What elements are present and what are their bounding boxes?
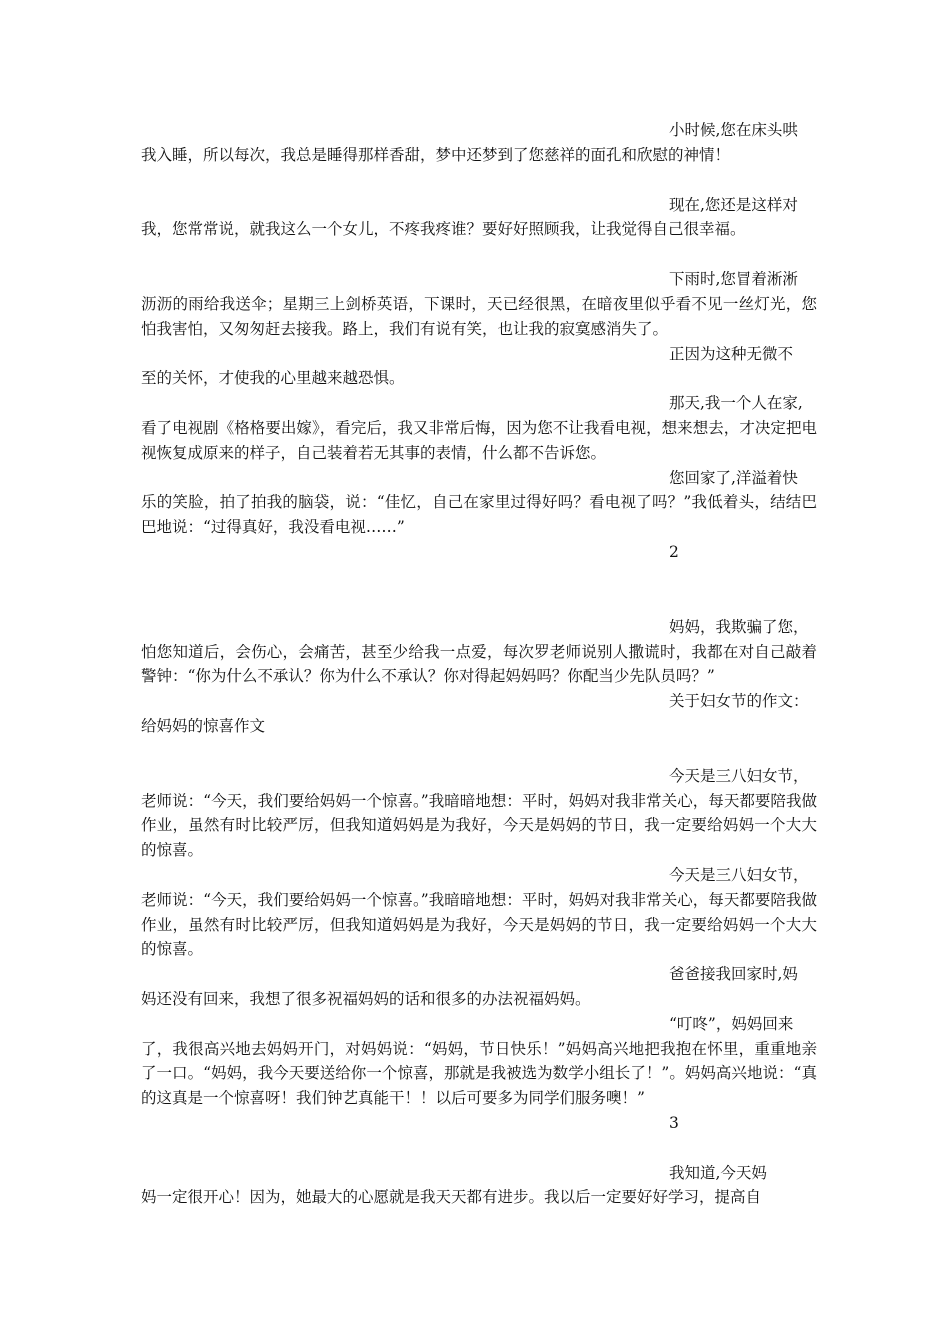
document-body <box>141 118 817 1210</box>
paragraph-text: 我入睡，所以每次，我总是睡得那样香甜，梦中还梦到了您慈祥的面孔和欣慰的神情！ <box>141 145 731 164</box>
paragraph-text: 妈一定很开心！因为，她最大的心愿就是我天天都有进步。我以后一定要好好学习，提高自 <box>141 1188 762 1207</box>
paragraph-2 <box>141 193 817 243</box>
paragraph-lead: 那天,我一个人在家, <box>669 394 803 413</box>
paragraph-5 <box>141 391 817 465</box>
paragraph-text: 乐的笑脸，拍了拍我的脑袋，说：“佳忆，自己在家里过得好吗？看电视了吗？”我低着头，结结巴巴地说：“过得真好，我没看电视……” <box>141 493 817 537</box>
paragraph-lead: 您回家了,洋溢着快 <box>669 468 798 487</box>
paragraph-3 <box>141 267 817 341</box>
paragraph-lead: 关于妇女节的作文： <box>669 692 809 711</box>
paragraph-8 <box>141 689 817 739</box>
paragraph-text: 给妈妈的惊喜作文 <box>141 716 266 735</box>
paragraph-11 <box>141 962 817 1012</box>
paragraph-text: 老师说：“今天，我们要给妈妈一个惊喜。”我暗暗地想：平时，妈妈对我非常关心，每天都要陪我做作业，虽然有时比较严厉，但我知道妈妈是为我好，今天是妈妈的节日，我一定要给妈妈一个大大的惊喜。 <box>141 791 817 860</box>
paragraph-13 <box>141 1161 817 1211</box>
paragraph-lead: 正因为这种无微不 <box>669 344 794 363</box>
page-number: 2 <box>669 542 679 561</box>
paragraph-lead: 今天是三八妇女节， <box>669 865 809 884</box>
paragraph-1 <box>141 118 817 168</box>
page-number: 3 <box>669 1113 679 1132</box>
paragraph-lead: 今天是三八妇女节， <box>669 766 809 785</box>
paragraph-text: 我，您常常说，就我这么一个女儿，不疼我疼谁？要好好照顾我，让我觉得自己很幸福。 <box>141 220 746 239</box>
paragraph-text: 怕您知道后，会伤心，会痛苦，甚至少给我一点爱，每次罗老师说别人撒谎时，我都在对自己敲着警钟：“你为什么不承认？你为什么不承认？你对得起妈妈吗？你配当少先队员吗？” <box>141 642 817 686</box>
paragraph-6 <box>141 466 817 540</box>
paragraph-text: 妈还没有回来，我想了很多祝福妈妈的话和很多的办法祝福妈妈。 <box>141 989 591 1008</box>
paragraph-4 <box>141 342 817 392</box>
paragraph-10 <box>141 863 817 962</box>
paragraph-lead: 小时候,您在床头哄 <box>669 121 798 139</box>
paragraph-lead: 现在,您还是这样对 <box>669 195 798 214</box>
paragraph-lead: 下雨时,您冒着淅淅 <box>669 270 798 289</box>
paragraph-7 <box>141 615 817 689</box>
paragraph-9 <box>141 764 817 863</box>
paragraph-text: 老师说：“今天，我们要给妈妈一个惊喜。”我暗暗地想：平时，妈妈对我非常关心，每天都要陪我做作业，虽然有时比较严厉，但我知道妈妈是为我好，今天是妈妈的节日，我一定要给妈妈一个大大的惊喜。 <box>141 890 817 959</box>
paragraph-lead: “叮咚”，妈妈回来 <box>669 1014 794 1033</box>
paragraph-text: 至的关怀，才使我的心里越来越恐惧。 <box>141 369 405 388</box>
paragraph-text: 了，我很高兴地去妈妈开门，对妈妈说：“妈妈，节日快乐！”妈妈高兴地把我抱在怀里，重重地亲了一口。“妈妈，我今天要送给你一个惊喜，那就是我被选为数学小组长了！”。妈妈高兴地说：“真的这真是一个惊喜呀！我们钟艺真能干！！以后可要多为同学们服务噢！” <box>141 1039 817 1108</box>
paragraph-text: 沥沥的雨给我送伞；星期三上剑桥英语，下课时，天已经很黑，在暗夜里似乎看不见一丝灯光，您怕我害怕，又匆匆赶去接我。路上，我们有说有笑，也让我的寂寞感消失了。 <box>141 294 817 338</box>
paragraph-12 <box>141 1012 817 1111</box>
paragraph-lead: 爸爸接我回家时,妈 <box>669 965 798 984</box>
paragraph-text: 看了电视剧《格格要出嫁》，看完后，我又非常后悔，因为您不让我看电视，想来想去，才决定把电视恢复成原来的样子，自己装着若无其事的表情，什么都不告诉您。 <box>141 418 817 462</box>
paragraph-lead: 妈妈，我欺骗了您， <box>669 617 809 636</box>
paragraph-lead: 我知道,今天妈 <box>669 1163 767 1182</box>
